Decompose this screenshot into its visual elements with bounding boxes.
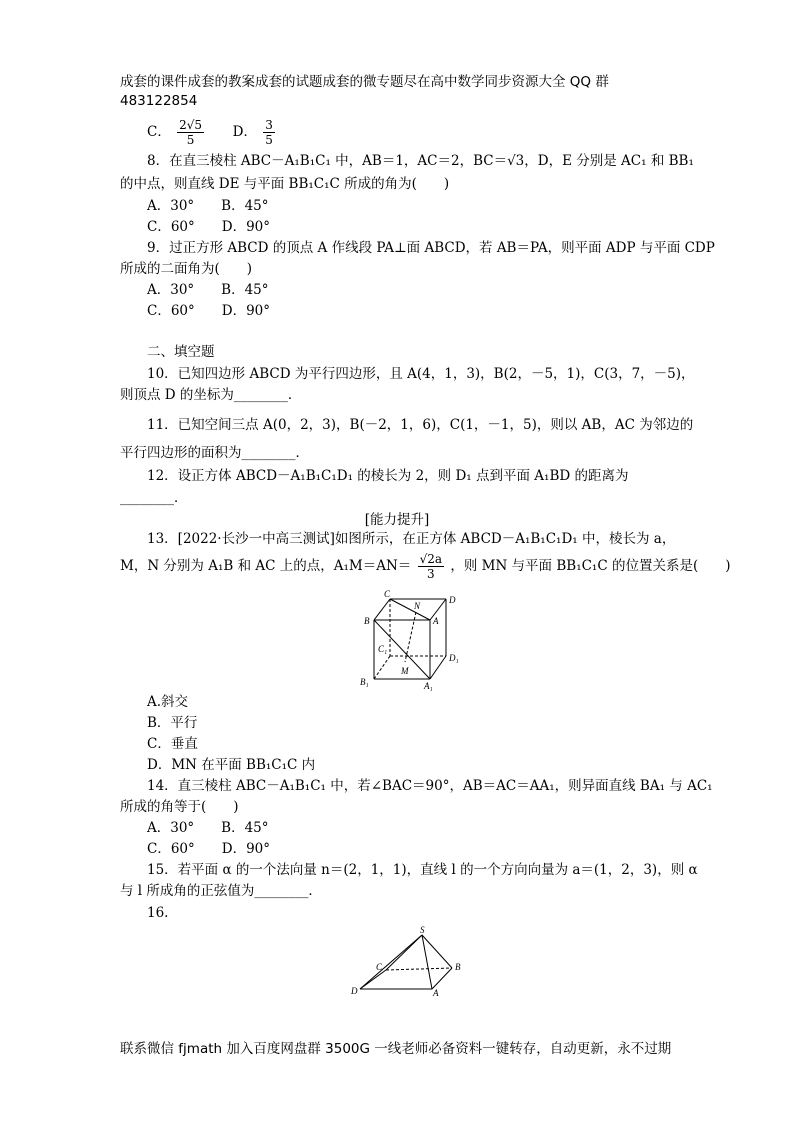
q16-number: 16.	[147, 905, 169, 921]
fig13-label-d1: D₁	[449, 653, 459, 663]
q14-line-2: 所成的角等于( )	[120, 799, 239, 815]
q9-line-2: 所成的二面角为( )	[120, 261, 253, 277]
q7-option-c-denominator: 5	[186, 133, 195, 147]
q7-option-d-fraction	[263, 118, 275, 147]
q7-option-c-numerator: 2√5	[179, 118, 203, 132]
fig13-label-n: N	[414, 601, 421, 611]
fig13-label-b1: B₁	[360, 677, 369, 687]
fig13-label-c1: C₁	[378, 644, 388, 654]
fig13-label-a1: A₁	[424, 681, 433, 691]
q11-line-2: 平行四边形的面积为________．	[120, 445, 309, 461]
q8-line-1: 8．在直三棱柱 ABC－A₁B₁C₁ 中，AB＝1，AC＝2，BC＝√3，D，E 分别是 AC₁ 和 BB₁	[147, 153, 694, 169]
q13-fraction-numerator: √2a	[419, 552, 443, 566]
fig13-label-a: A	[433, 616, 439, 626]
q7-options	[147, 118, 277, 147]
q12-line-2: ________．	[120, 490, 188, 506]
fig13-label-c: C	[384, 589, 391, 599]
q14-options-2: C．60° D．90°	[147, 841, 271, 857]
q13-text-b: ，则 MN 与平面 BB₁C₁C 的位置关系是( )	[450, 558, 731, 574]
fig13-label-d: D	[449, 595, 456, 605]
fig16-label-c: C	[376, 962, 383, 972]
q13-option-a: A.斜交	[147, 694, 189, 710]
q7-option-c-label: C．	[147, 124, 171, 140]
q7-option-d-label: D．	[232, 124, 257, 140]
q12-line-1: 12．设正方体 ABCD－A₁B₁C₁D₁ 的棱长为 2，则 D₁ 点到平面 A₁BD 的距离为	[147, 468, 629, 484]
header-line-1: 成套的课件成套的教案成套的试题成套的微专题尽在高中数学同步资源大全 QQ 群	[120, 74, 609, 90]
q11-line-1: 11．已知空间三点 A(0，2，3)，B(－2，1，6)，C(1，－1，5)，则以 AB，AC 为邻边的	[147, 417, 694, 433]
fig13-label-b: B	[364, 616, 370, 626]
q8-options-2: C．60° D．90°	[147, 219, 271, 235]
q8-line-2: 的中点，则直线 DE 与平面 BB₁C₁C 所成的角为( )	[120, 176, 450, 192]
q13-option-b: B．平行	[147, 715, 198, 731]
q13-fraction	[418, 552, 444, 581]
fig16-label-b: B	[455, 962, 461, 972]
q13-option-d: D．MN 在平面 BB₁C₁C 内	[147, 757, 316, 773]
q13-line-1: 13．[2022·长沙一中高三测试]如图所示，在正方体 ABCD－A₁B₁C₁D₁ 中，棱长为 a，	[147, 531, 676, 547]
fig16-label-a: A	[433, 988, 439, 998]
q13-line-2	[120, 552, 731, 581]
cube-figure	[350, 585, 470, 695]
q15-line-1: 15．若平面 α 的一个法向量 n＝(2，1，1)，直线 l 的一个方向向量为 a＝(1，2，3)，则 α	[147, 862, 698, 878]
q13-fraction-denominator: 3	[427, 567, 435, 581]
q8-options-1: A．30° B．45°	[147, 198, 269, 214]
footer: 联系微信 fjmath 加入百度网盘群 3500G 一线老师必备资料一键转存，自动更新，永不过期	[120, 1041, 672, 1057]
q7-option-c-fraction	[177, 118, 204, 147]
fig13-label-m: M	[401, 666, 409, 676]
q14-options-1: A．30° B．45°	[147, 820, 269, 836]
q9-options-1: A．30° B．45°	[147, 282, 269, 298]
q13-text-a: M，N 分别为 A₁B 和 AC 上的点，A₁M＝AN＝	[120, 558, 412, 574]
q15-line-2: 与 l 所成角的正弦值为________．	[120, 883, 322, 899]
fig16-label-s: S	[420, 925, 425, 935]
q13-option-c: C．垂直	[147, 736, 198, 752]
header-line-2: 483122854	[120, 93, 198, 109]
q10-line-2: 则顶点 D 的坐标为________．	[120, 387, 302, 403]
pyramid-figure	[350, 922, 470, 998]
ability-heading: [能力提升]	[364, 512, 430, 528]
q9-options-2: C．60° D．90°	[147, 303, 271, 319]
q14-line-1: 14．直三棱柱 ABC－A₁B₁C₁ 中，若∠BAC＝90°，AB＝AC＝AA₁，则异面直线 BA₁ 与 AC₁	[147, 778, 713, 794]
q10-line-1: 10．已知四边形 ABCD 为平行四边形，且 A(4，1，3)，B(2，－5，1)，C(3，7，－5)，	[147, 366, 695, 382]
q9-line-1: 9．过正方形 ABCD 的顶点 A 作线段 PA⊥面 ABCD，若 AB＝PA，则平面 ADP 与平面 CDP	[147, 240, 715, 256]
fig16-label-d: D	[351, 986, 358, 996]
section-heading-fill-in: 二、填空题	[147, 344, 215, 360]
q7-option-d-denominator: 5	[265, 133, 273, 147]
q7-option-d-numerator: 3	[265, 118, 273, 132]
